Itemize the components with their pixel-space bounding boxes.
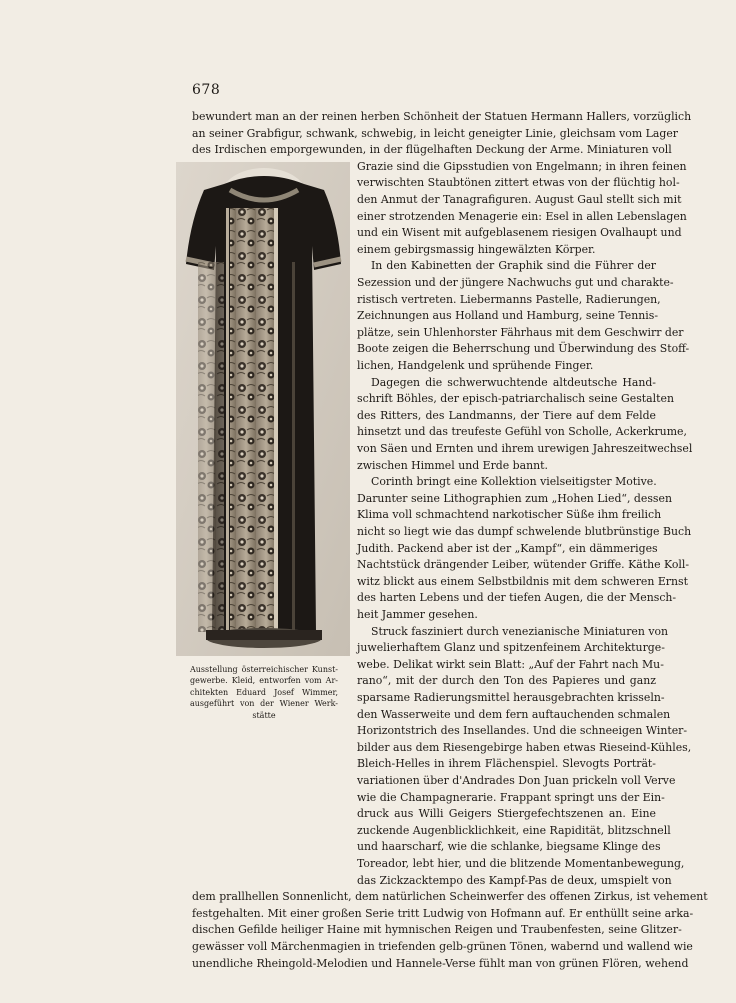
text-line: Horizontstrich des Insellandes. Und die schneeigen Winter- bbox=[357, 724, 688, 738]
text-line: variationen über d'Andrades Don Juan prickeln voll Verve bbox=[357, 774, 676, 787]
text-line: Klima voll schmachtend narkotischer Süße ihm freilich bbox=[357, 508, 662, 522]
text-line: das Zickzacktempo des Kampf-Pas de deux, umspielt von bbox=[357, 873, 672, 887]
text-line: hinsetzt und das treufeste Gefühl von Scholle, Ackerkrume, bbox=[357, 425, 687, 439]
text-line: an seiner Grabfigur, schwank, schwebig, in leicht geneigter Linie, gleichsam vom Lager bbox=[192, 126, 678, 140]
caption-line: chitekten Eduard Josef Wimmer, bbox=[190, 687, 338, 697]
text-line: Struck fasziniert durch venezianische Miniaturen von bbox=[371, 624, 669, 638]
text-line: des harten Lebens und der tiefen Augen, die der Mensch- bbox=[357, 591, 677, 605]
text-line: wie die Champagnerarie. Frappant springt uns der Ein- bbox=[357, 790, 665, 804]
text-line: und haarscharf, wie die schlanke, biegsame Klinge des bbox=[357, 840, 661, 854]
caption-line: stätte bbox=[252, 710, 276, 720]
caption-line: ausgeführt von der Wiener Werk- bbox=[190, 699, 338, 709]
text-line: lichen, Handgelenk und sprühende Finger. bbox=[357, 359, 594, 372]
text-line: dem prallhellen Sonnenlicht, dem natürlichen Scheinwerfer des offenen Zirkus, ist vehement bbox=[192, 890, 708, 904]
text-line: Corinth bringt eine Kollektion vielseitigster Motive. bbox=[371, 475, 657, 489]
text-line: plätze, sein Uhlenhorster Fährhaus mit dem Geschwirr der bbox=[357, 325, 684, 339]
caption-line: gewerbe. Kleid, entworfen vom Ar- bbox=[190, 676, 338, 686]
text-line: Bleich-Helles in ihrem Flächenspiel. Slevogts Porträt- bbox=[357, 757, 656, 771]
text-line: webe. Delikat wirkt sein Blatt: „Auf der Fahrt nach Mu- bbox=[357, 657, 664, 671]
text-line: druck aus Willi Geigers Stiergefechtszenen an. Eine bbox=[357, 807, 656, 821]
text-line: Judith. Packend aber ist der „Kampf“, ein dämmeriges bbox=[357, 541, 658, 555]
caption-line: Ausstellung österreichischer Kunst- bbox=[190, 665, 338, 674]
page-number: 678 bbox=[192, 82, 221, 98]
text-line: ristisch vertreten. Liebermanns Pastelle, Radierungen, bbox=[357, 292, 661, 306]
text-line: des Ritters, des Landmanns, der Tiere auf dem Felde bbox=[357, 408, 656, 422]
text-line: rano“, mit der durch den Ton des Papieres und ganz bbox=[357, 674, 656, 688]
text-line: einer strotzenden Menagerie ein: Esel in allen Lebenslagen bbox=[357, 209, 687, 223]
text-line: festgehalten. Mit einer großen Serie tritt Ludwig von Hofmann auf. Er enthüllt seine arka- bbox=[192, 906, 694, 920]
text-line: Sezession und der jüngere Nachwuchs gut und charakte- bbox=[357, 276, 674, 289]
text-line: Nachtstück drängender Leiber, wütender Griffe. Käthe Koll- bbox=[357, 558, 690, 572]
figure-caption bbox=[190, 664, 338, 721]
text-line: heit Jammer gesehen. bbox=[357, 608, 478, 621]
text-line: Zeichnungen aus Holland und Hamburg, seine Tennis- bbox=[357, 309, 659, 323]
text-line: Dagegen die schwerwuchtende altdeutsche Hand- bbox=[371, 375, 656, 389]
text-line: Boote zeigen die Beherrschung und Überwindung des Stoff- bbox=[357, 342, 690, 356]
text-line: einem gebirgsmassig hingewälzten Körper. bbox=[357, 242, 596, 256]
dress-photograph bbox=[176, 162, 350, 656]
text-line: unendliche Rheingold-Melodien und Hannele-Verse fühlt man von grünen Flören, wehend bbox=[192, 956, 689, 970]
text-line: witz blickt aus einem Selbstbildnis mit dem schweren Ernst bbox=[357, 574, 688, 588]
text-line: Darunter seine Lithographien zum „Hohen Lied“, dessen bbox=[357, 491, 672, 505]
text-line: schrift Böhles, der episch-patriarchalisch seine Gestalten bbox=[357, 392, 674, 406]
text-line: dischen Gefilde heiliger Haine mit hymnischen Reigen und Traubenfesten, seine Glitzer- bbox=[192, 923, 682, 937]
text-line: den Anmut der Tanagrafiguren. August Gaul stellt sich mit bbox=[357, 193, 682, 206]
text-line: und ein Wisent mit aufgeblasenem riesigen Ovalhaupt und bbox=[357, 226, 682, 240]
text-line: Toreador, lebt hier, und die blitzende Momentanbewegung, bbox=[357, 857, 685, 870]
text-line: bewundert man an der reinen herben Schönheit der Statuen Hermann Hallers, vorzüglich bbox=[192, 110, 692, 123]
text-line: juwelierhaftem Glanz und spitzenfeinem Architekturge- bbox=[357, 641, 665, 655]
text-line: Grazie sind die Gipsstudien von Engelmann; in ihren feinen bbox=[357, 159, 687, 173]
text-line: zuckende Augenblicklichkeit, eine Rapidität, blitzschnell bbox=[357, 823, 671, 837]
text-line: In den Kabinetten der Graphik sind die Führer der bbox=[371, 259, 656, 273]
text-line: verwischten Staubtönen zittert etwas von der flüchtig hol- bbox=[357, 176, 680, 190]
text-line: des Irdischen emporgewunden, in der flügelhaften Deckung der Arme. Miniaturen voll bbox=[192, 143, 672, 157]
text-line: den Wasserweite und dem fern auftauchenden schmalen bbox=[357, 707, 671, 721]
text-line: von Säen und Ernten und ihrem urewigen Jahreszeitwechsel bbox=[357, 442, 693, 455]
text-line: gewässer voll Märchenmagien in triefenden gelb-grünen Tönen, wabernd und wallend wie bbox=[192, 940, 693, 953]
text-line: nicht so liegt wie das dumpf schwelende blutbrünstige Buch bbox=[357, 525, 692, 538]
text-line: zwischen Himmel und Erde bannt. bbox=[357, 458, 549, 472]
text-line: sparsame Radierungsmittel herausgebrachten krisseln- bbox=[357, 691, 665, 704]
text-line: bilder aus dem Riesengebirge haben etwas Rieseind-Kühles, bbox=[357, 740, 692, 754]
